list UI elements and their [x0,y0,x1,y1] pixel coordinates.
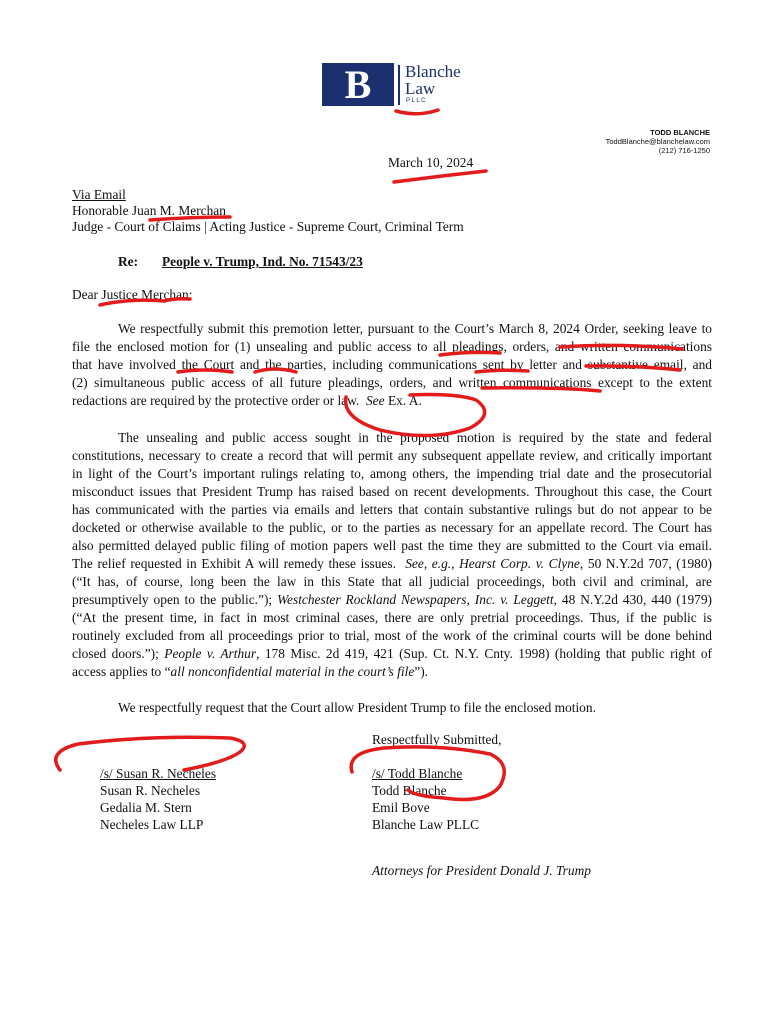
quoted-holding: all nonconfidential material in the court’s file [170,664,415,679]
closing: Respectfully Submitted, [372,732,502,747]
letter-date: March 10, 2024 [388,155,474,170]
signer-name: Emil Bove [372,800,430,815]
logo-firm-name: Blanche Law [405,62,461,98]
sender-email: ToddBlanche@blanchelaw.com [605,137,710,146]
salutation: Dear Justice Merchan: [72,287,193,302]
p2-text: closed doors.”); [72,646,159,661]
p2-line: has communicated with the parties via emails and letters that contain substantive rulings but do not appear to be [72,502,712,517]
citation-reporter: , 178 Misc. 2d 419, 421 (Sup. Ct. N.Y. Cnty. 1998) (holding that public right of [256,646,712,661]
p1-line: (2) simultaneous public access of all future pleadings, orders, and written communications except to the extent [72,375,712,390]
logo-divider [398,65,400,105]
via-email: Via Email [72,187,126,202]
p2-line: in light of the Court’s important rulings relating to, among others, the impending trial date and the prosecutorial [72,466,712,481]
p2-line: routinely excluded from all proceedings prior to trial, most of the work of the criminal courts will be done behind [72,628,712,643]
p2-line: also permitted delayed public filing of motion papers well past the time they are submitted to the Court via email. [72,538,712,553]
signer-name: Todd Blanche [372,783,447,798]
attorneys-for: Attorneys for President Donald J. Trump [372,863,591,878]
p2-text: The relief requested in Exhibit A will remedy these issues. [72,556,396,571]
citation-reporter: , 50 N.Y.2d 707, (1980) [579,556,712,571]
p1-line: that have involved the Court and the parties, including communications sent by letter and substantive email, and [72,357,712,372]
p2-line [72,555,712,573]
sender-contact-block [606,128,710,155]
e-signature: /s/ Todd Blanche [372,766,463,781]
logo-monogram: B [322,63,394,106]
p1-line: file the enclosed motion for (1) unsealing and public access to all pleadings, orders, and written communications [72,339,712,354]
re-subject: People v. Trump, Ind. No. 71543/23 [162,254,363,269]
re-label: Re: [118,254,139,269]
citation-case: Westchester Rockland Newspapers, Inc. v. Leggett [277,592,554,607]
paragraph-3: We respectfully request that the Court allow President Trump to file the enclosed motion. [118,700,596,715]
p2-line: misconduct issues that President Trump has raised based on recent developments. Throughout this case, the Court [72,484,712,499]
p1-text: redactions are required by the protective order or law. [72,393,360,408]
signature-block-right [372,765,479,833]
recipient-block [72,187,464,235]
p2-line: docketed or otherwise available to the public, or to the parties as necessary for an appellate record. The Court has [72,520,712,535]
firm-logo [322,63,488,107]
signer-firm: Blanche Law PLLC [372,817,480,832]
recipient-title: Judge - Court of Claims | Acting Justice - Supreme Court, Criminal Term [72,219,464,234]
p2-text: presumptively open to the public.”); [72,592,273,607]
ink-underline-date [394,171,486,182]
signer-name: Gedalia M. Stern [100,800,192,815]
citation-reporter: , 48 N.Y.2d 430, 440 (1979) [553,592,712,607]
p2-line-last [72,663,712,681]
p2-text: ”). [414,664,429,679]
exhibit-ref: Ex. A. [387,393,422,408]
citation-case: People v. Arthur [164,646,257,661]
p1-line-last [72,392,712,410]
p2-line: The unsealing and public access sought in the proposed motion is required by the state and federal [118,430,712,445]
sender-name: TODD BLANCHE [650,128,710,137]
p2-line [72,645,712,663]
signer-firm: Necheles Law LLP [100,817,204,832]
p2-text: access applies to “ [72,664,171,679]
signer-name: Susan R. Necheles [100,783,201,798]
paragraph-1 [72,320,712,410]
see-signal: See [365,393,385,408]
logo-pllc: PLLC [406,98,428,104]
signature-block-left [100,765,216,833]
p2-line: (“It has, of course, long been the law in this State that all judicial proceedings, both civil and criminal, are [72,574,712,589]
p1-line: We respectfully submit this premotion letter, pursuant to the Court’s March 8, 2024 Order, seeking leave to [118,321,712,336]
p2-line: constitutions, necessary to create a record that will permit any subsequent appellate review, and critically important [72,448,712,463]
p2-line: (“At the present time, in fact in most criminal cases, there are only pretrial proceedings. Thus, if the public is [72,610,712,625]
sender-phone: (212) 716-1250 [658,146,710,155]
p2-line [72,591,712,609]
ink-underline-law [396,110,438,114]
citation-case: See, e.g., Hearst Corp. v. Clyne [405,556,580,571]
paragraph-2 [72,429,712,681]
e-signature: /s/ Susan R. Necheles [100,766,217,781]
recipient-name: Honorable Juan M. Merchan [72,203,226,218]
